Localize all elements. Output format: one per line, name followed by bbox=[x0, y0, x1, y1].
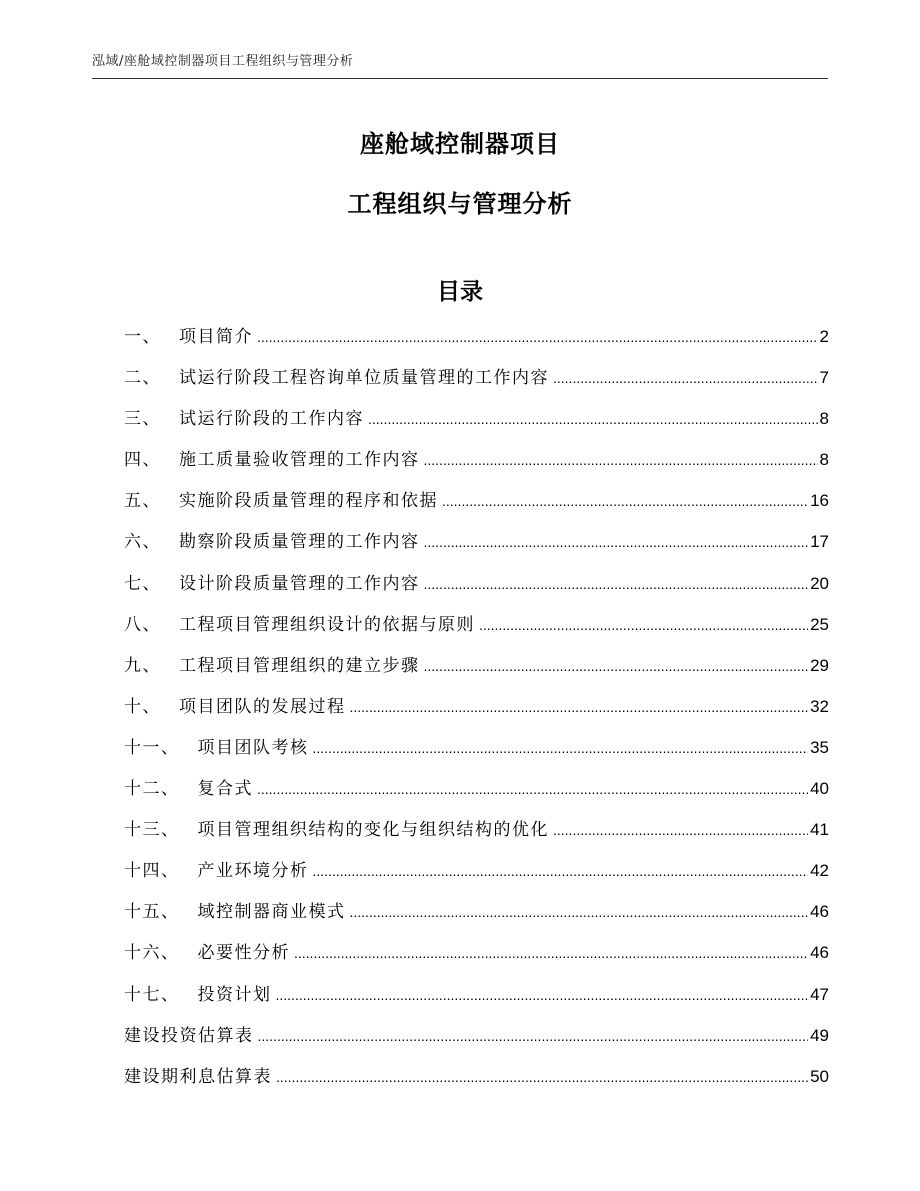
toc-entry-label: 施工质量验收管理的工作内容 bbox=[179, 450, 420, 471]
toc-entry-number: 九、 bbox=[124, 655, 161, 676]
toc-entry[interactable] bbox=[124, 732, 829, 773]
toc-entry-number: 八、 bbox=[124, 614, 161, 635]
toc-entry-label: 投资计划 bbox=[197, 984, 272, 1005]
toc-entry[interactable] bbox=[124, 403, 829, 444]
toc-entry-page: 41 bbox=[810, 820, 829, 840]
toc-entry[interactable] bbox=[124, 650, 829, 691]
toc-dot-leader bbox=[276, 1061, 808, 1093]
toc-dot-leader bbox=[350, 691, 809, 723]
toc-entry-label: 复合式 bbox=[197, 779, 253, 800]
toc-dot-leader bbox=[294, 937, 808, 969]
toc-entry-number: 十二、 bbox=[124, 779, 180, 800]
toc-entry-label: 勘察阶段质量管理的工作内容 bbox=[179, 532, 420, 553]
toc-entry-number: 十四、 bbox=[124, 861, 180, 882]
toc-entry[interactable] bbox=[124, 691, 829, 732]
toc-entry[interactable] bbox=[124, 568, 829, 609]
toc-entry-label: 必要性分析 bbox=[197, 943, 290, 964]
toc-entry[interactable] bbox=[124, 321, 829, 362]
toc-entry-label: 项目团队的发展过程 bbox=[179, 696, 346, 717]
toc-entry-page: 46 bbox=[810, 902, 829, 922]
toc-entry-page: 17 bbox=[810, 532, 829, 552]
toc-dot-leader bbox=[313, 732, 809, 764]
toc-entry-label: 工程项目管理组织的建立步骤 bbox=[179, 655, 420, 676]
toc-entry-number: 五、 bbox=[124, 491, 161, 512]
toc-entry[interactable] bbox=[124, 444, 829, 485]
toc-dot-leader bbox=[479, 609, 808, 641]
document-title-line1: 座舱域控制器项目 bbox=[360, 130, 560, 158]
document-title-line2: 工程组织与管理分析 bbox=[347, 190, 573, 218]
toc-entry[interactable] bbox=[124, 526, 829, 567]
toc-entry-number: 十一、 bbox=[124, 737, 180, 758]
toc-entry-number: 六、 bbox=[124, 532, 161, 553]
toc-entry-number: 七、 bbox=[124, 573, 161, 594]
toc-dot-leader bbox=[368, 403, 818, 435]
toc-entry-number: 十五、 bbox=[124, 902, 180, 923]
toc-dot-leader bbox=[258, 1020, 809, 1052]
toc-dot-leader bbox=[553, 362, 818, 394]
toc-entry-label: 试运行阶段工程咨询单位质量管理的工作内容 bbox=[179, 368, 549, 389]
toc-entry-page: 25 bbox=[810, 614, 829, 634]
toc-entry[interactable] bbox=[124, 773, 829, 814]
toc-entry-page: 42 bbox=[810, 861, 829, 881]
toc-entry-number: 二、 bbox=[124, 368, 161, 389]
toc-dot-leader bbox=[257, 321, 818, 353]
table-of-contents bbox=[124, 321, 829, 1102]
toc-entry-page: 2 bbox=[819, 327, 829, 346]
toc-entry-page: 29 bbox=[810, 655, 829, 675]
toc-dot-leader bbox=[313, 855, 809, 887]
toc-entry-page: 20 bbox=[810, 573, 829, 593]
toc-entry-label: 试运行阶段的工作内容 bbox=[179, 409, 364, 430]
toc-entry-number: 一、 bbox=[124, 327, 161, 347]
toc-entry-page: 50 bbox=[810, 1066, 829, 1086]
toc-entry[interactable] bbox=[124, 937, 829, 978]
toc-dot-leader bbox=[553, 814, 808, 846]
toc-entry-label: 设计阶段质量管理的工作内容 bbox=[179, 573, 420, 594]
toc-entry-page: 35 bbox=[810, 737, 829, 757]
toc-entry-label: 工程项目管理组织设计的依据与原则 bbox=[179, 614, 475, 635]
toc-entry-number: 十、 bbox=[124, 696, 161, 717]
toc-entry-number: 十六、 bbox=[124, 943, 180, 964]
toc-entry-label: 建设期利息估算表 bbox=[124, 1066, 272, 1087]
toc-entry[interactable] bbox=[124, 609, 829, 650]
toc-entry[interactable] bbox=[124, 979, 829, 1020]
toc-entry[interactable] bbox=[124, 1061, 829, 1102]
toc-entry-page: 8 bbox=[819, 450, 829, 470]
toc-entry-number: 十七、 bbox=[124, 984, 180, 1005]
toc-dot-leader bbox=[257, 773, 808, 805]
toc-entry-page: 49 bbox=[810, 1025, 829, 1045]
toc-dot-leader bbox=[442, 485, 808, 517]
toc-heading: 目录 bbox=[437, 279, 483, 305]
toc-entry[interactable] bbox=[124, 485, 829, 526]
toc-dot-leader bbox=[276, 979, 809, 1011]
toc-dot-leader bbox=[350, 896, 809, 928]
toc-entry-label: 项目团队考核 bbox=[197, 737, 309, 758]
toc-entry-number: 十三、 bbox=[124, 820, 180, 841]
toc-dot-leader bbox=[424, 526, 809, 558]
toc-entry-page: 16 bbox=[810, 491, 829, 511]
toc-entry-page: 7 bbox=[819, 368, 829, 388]
toc-entry-page: 32 bbox=[810, 696, 829, 716]
toc-dot-leader bbox=[424, 650, 809, 682]
toc-entry-label: 项目简介 bbox=[179, 327, 253, 347]
toc-entry[interactable] bbox=[124, 362, 829, 403]
toc-entry-label: 项目管理组织结构的变化与组织结构的优化 bbox=[197, 820, 549, 841]
toc-entry-page: 8 bbox=[819, 409, 829, 429]
toc-entry-page: 47 bbox=[810, 984, 829, 1004]
toc-entry-label: 建设投资估算表 bbox=[124, 1025, 254, 1046]
toc-entry-label: 产业环境分析 bbox=[197, 861, 309, 882]
running-header: 泓域/座舱域控制器项目工程组织与管理分析 bbox=[92, 54, 354, 69]
toc-entry[interactable] bbox=[124, 814, 829, 855]
toc-entry-number: 三、 bbox=[124, 409, 161, 430]
toc-entry[interactable] bbox=[124, 896, 829, 937]
header-divider bbox=[92, 78, 828, 79]
toc-entry-label: 域控制器商业模式 bbox=[197, 902, 346, 923]
toc-entry-number: 四、 bbox=[124, 450, 161, 471]
toc-entry[interactable] bbox=[124, 1020, 829, 1061]
toc-entry-page: 40 bbox=[810, 779, 829, 799]
toc-entry-label: 实施阶段质量管理的程序和依据 bbox=[179, 491, 438, 512]
toc-dot-leader bbox=[424, 444, 818, 476]
toc-dot-leader bbox=[424, 568, 809, 600]
toc-entry[interactable] bbox=[124, 855, 829, 896]
toc-entry-page: 46 bbox=[810, 943, 829, 963]
